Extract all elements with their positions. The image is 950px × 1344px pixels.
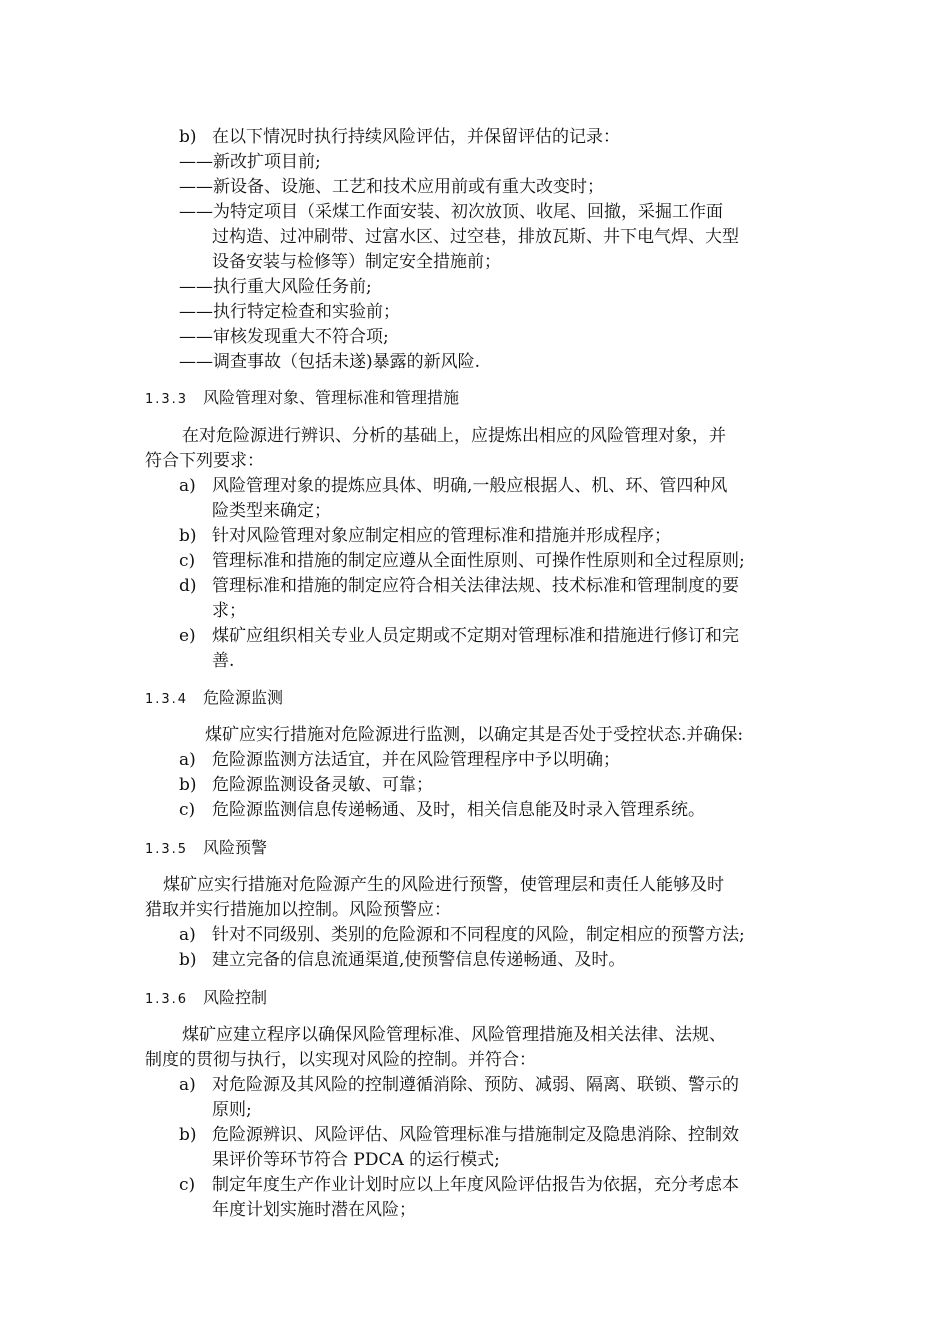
- list-item: [179, 773, 433, 797]
- list-text: 风险管理对象的提炼应具体、明确,一般应根据人、机、环、管四种风: [212, 476, 728, 496]
- dash-item: ——新设备、设施、工艺和技术应用前或有重大改变时；: [179, 177, 604, 197]
- list-item: [179, 474, 727, 498]
- section-heading: [145, 386, 459, 412]
- list-marker: b): [179, 950, 197, 970]
- paragraph-line: 煤矿应实行措施对危险源进行监测，以确定其是否处于受控状态.并确保:: [205, 725, 744, 745]
- list-marker: a): [179, 476, 196, 496]
- list-item: [179, 549, 745, 573]
- list-text-continued: 果评价等环节符合 PDCA 的运行模式;: [212, 1150, 500, 1170]
- dash-item: ——调查事故（包括未遂)暴露的新风险.: [179, 352, 481, 372]
- list-marker: b): [179, 526, 197, 546]
- section-heading: [145, 686, 283, 712]
- section-number: 1.3.5: [145, 842, 189, 857]
- paragraph-line: 在对危险源进行辨识、分析的基础上，应提炼出相应的风险管理对象，并: [182, 426, 726, 446]
- list-item: [179, 798, 705, 822]
- list-text: 在以下情况时执行持续风险评估，并保留评估的记录：: [212, 127, 620, 147]
- list-marker: c): [179, 800, 196, 820]
- list-marker: c): [179, 551, 196, 571]
- list-marker: b): [179, 127, 197, 147]
- list-marker: b): [179, 775, 197, 795]
- list-marker: a): [179, 1075, 196, 1095]
- section-number: 1.3.3: [145, 392, 189, 407]
- dash-item: ——为特定项目（采煤工作面安装、初次放顶、收尾、回撤，采掘工作面: [179, 202, 723, 222]
- list-item: [179, 624, 739, 648]
- paragraph-line: 符合下列要求：: [145, 451, 264, 471]
- paragraph-line: 煤矿应建立程序以确保风险管理标准、风险管理措施及相关法律、法规、: [182, 1025, 726, 1045]
- list-text: 针对不同级别、类别的危险源和不同程度的风险，制定相应的预警方法;: [212, 925, 745, 945]
- list-item: [179, 1123, 739, 1147]
- dash-item: ——新改扩项目前;: [179, 152, 321, 172]
- list-item: [179, 524, 671, 548]
- list-marker: d): [179, 576, 197, 596]
- list-text: 制定年度生产作业计划时应以上年度风险评估报告为依据，充分考虑本: [212, 1175, 739, 1195]
- section-title: 风险预警: [203, 838, 268, 857]
- section-heading: [145, 836, 267, 862]
- list-item: [179, 574, 739, 598]
- section-title: 风险控制: [203, 988, 268, 1007]
- list-text: 危险源监测方法适宜，并在风险管理程序中予以明确；: [212, 750, 620, 770]
- section-number: 1.3.6: [145, 992, 189, 1007]
- list-text: 危险源监测信息传递畅通、及时，相关信息能及时录入管理系统。: [212, 800, 705, 820]
- list-item: [179, 1073, 739, 1097]
- dash-item: ——审核发现重大不符合项;: [179, 327, 389, 347]
- dash-item: ——执行重大风险任务前;: [179, 277, 372, 297]
- list-text-continued: 险类型来确定；: [212, 501, 331, 521]
- list-text: 管理标准和措施的制定应符合相关法律法规、技术标准和管理制度的要: [212, 576, 739, 596]
- list-text: 建立完备的信息流通渠道,使预警信息传递畅通、及时。: [212, 950, 626, 970]
- list-marker: a): [179, 925, 196, 945]
- dash-item-continued: 过构造、过冲刷带、过富水区、过空巷，排放瓦斯、井下电气焊、大型: [212, 227, 739, 247]
- list-marker: c): [179, 1175, 196, 1195]
- list-text: 对危险源及其风险的控制遵循消除、预防、减弱、隔离、联锁、警示的: [212, 1075, 739, 1095]
- list-marker: b): [179, 1125, 197, 1145]
- list-text: 危险源辨识、风险评估、风险管理标准与措施制定及隐患消除、控制效: [212, 1125, 739, 1145]
- list-item: [179, 125, 620, 149]
- paragraph-line: 猎取并实行措施加以控制。风险预警应：: [145, 900, 451, 920]
- dash-item-continued: 设备安装与检修等）制定安全措施前；: [212, 252, 501, 272]
- list-text: 煤矿应组织相关专业人员定期或不定期对管理标准和措施进行修订和完: [212, 626, 739, 646]
- paragraph-line: 煤矿应实行措施对危险源产生的风险进行预警，使管理层和责任人能够及时: [163, 875, 724, 895]
- list-marker: a): [179, 750, 196, 770]
- section-number: 1.3.4: [145, 692, 189, 707]
- list-item: [179, 923, 745, 947]
- section-heading: [145, 986, 267, 1012]
- list-text-continued: 年度计划实施时潜在风险；: [212, 1200, 416, 1220]
- list-text-continued: 求；: [212, 601, 246, 621]
- paragraph-line: 制度的贯彻与执行，以实现对风险的控制。并符合：: [145, 1050, 536, 1070]
- list-text: 管理标准和措施的制定应遵从全面性原则、可操作性原则和全过程原则;: [212, 551, 745, 571]
- list-text: 危险源监测设备灵敏、可靠；: [212, 775, 433, 795]
- section-title: 风险管理对象、管理标准和管理措施: [203, 388, 460, 407]
- dash-item: ——执行特定检查和实验前；: [179, 302, 400, 322]
- list-marker: e): [179, 626, 196, 646]
- list-item: [179, 748, 620, 772]
- list-item: [179, 1173, 739, 1197]
- list-text-continued: 善.: [212, 651, 235, 671]
- list-item: [179, 948, 625, 972]
- list-text: 针对风险管理对象应制定相应的管理标准和措施并形成程序；: [212, 526, 671, 546]
- section-title: 危险源监测: [203, 688, 284, 707]
- list-text-continued: 原则;: [212, 1100, 252, 1120]
